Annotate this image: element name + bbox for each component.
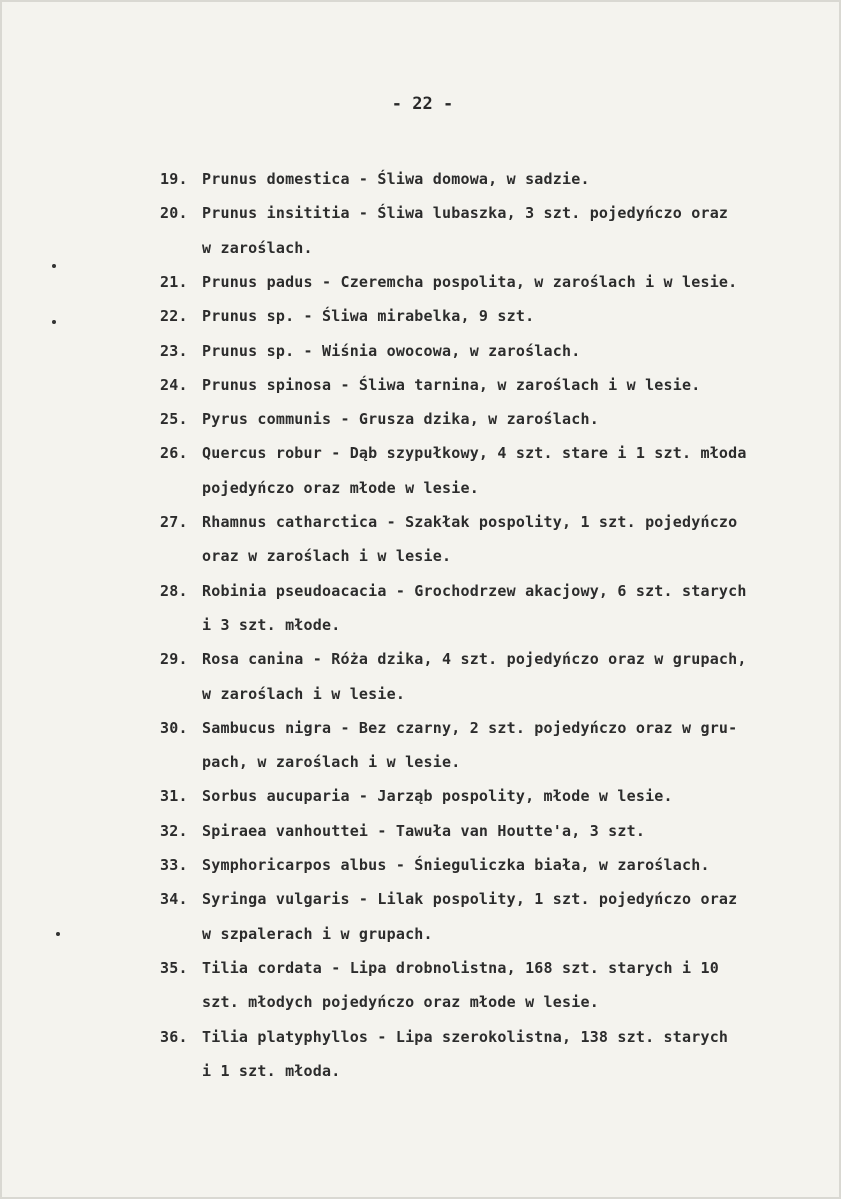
entry-number: 20. — [160, 204, 188, 222]
entry-number: 30. — [160, 719, 188, 737]
entry-number: 35. — [160, 959, 188, 977]
entry-number: 22. — [160, 307, 188, 325]
entry-continuation: w szpalerach i w grupach. — [202, 925, 433, 943]
entry-text: Quercus robur - Dąb szypułkowy, 4 szt. stare i 1 szt. młoda — [202, 444, 747, 462]
margin-mark — [52, 320, 56, 324]
entry-number: 24. — [160, 376, 188, 394]
entry-text: Prunus padus - Czeremcha pospolita, w zaroślach i w lesie. — [202, 273, 738, 291]
entry-text: Symphoricarpos albus - Śnieguliczka biała, w zaroślach. — [202, 856, 710, 874]
entry-text: Prunus domestica - Śliwa domowa, w sadzie. — [202, 170, 590, 188]
entry-text: Prunus sp. - Śliwa mirabelka, 9 szt. — [202, 307, 535, 325]
entry-number: 31. — [160, 787, 188, 805]
entry-continuation: i 3 szt. młode. — [202, 616, 341, 634]
entry-text: Syringa vulgaris - Lilak pospolity, 1 szt. pojedyńczo oraz — [202, 890, 738, 908]
entry-number: 19. — [160, 170, 188, 188]
entry-text: Prunus spinosa - Śliwa tarnina, w zaroślach i w lesie. — [202, 376, 701, 394]
entry-continuation: i 1 szt. młoda. — [202, 1062, 341, 1080]
entry-continuation: pach, w zaroślach i w lesie. — [202, 753, 461, 771]
entry-number: 36. — [160, 1028, 188, 1046]
entry-text: Sorbus aucuparia - Jarząb pospolity, młode w lesie. — [202, 787, 673, 805]
entry-number: 23. — [160, 342, 188, 360]
entry-text: Spiraea vanhouttei - Tawuła van Houtte'a, 3 szt. — [202, 822, 646, 840]
entry-text: Rhamnus catharctica - Szakłak pospolity, 1 szt. pojedyńczo — [202, 513, 738, 531]
entry-number: 25. — [160, 410, 188, 428]
entry-continuation: w zaroślach i w lesie. — [202, 685, 406, 703]
entry-continuation: szt. młodych pojedyńczo oraz młode w lesie. — [202, 993, 599, 1011]
margin-mark — [52, 264, 56, 268]
entry-text: Tilia platyphyllos - Lipa szerokolistna, 138 szt. starych — [202, 1028, 729, 1046]
entry-number: 34. — [160, 890, 188, 908]
entry-text: Pyrus communis - Grusza dzika, w zaroślach. — [202, 410, 599, 428]
entry-number: 26. — [160, 444, 188, 462]
entry-text: Prunus sp. - Wiśnia owocowa, w zaroślach. — [202, 342, 581, 360]
entry-text: Tilia cordata - Lipa drobnolistna, 168 szt. starych i 10 — [202, 959, 719, 977]
page-number: - 22 - — [391, 94, 454, 114]
entry-number: 32. — [160, 822, 188, 840]
entry-text: Rosa canina - Róża dzika, 4 szt. pojedyńczo oraz w grupach, — [202, 650, 747, 668]
entry-continuation: oraz w zaroślach i w lesie. — [202, 547, 452, 565]
entry-continuation: pojedyńczo oraz młode w lesie. — [202, 479, 479, 497]
entry-text: Sambucus nigra - Bez czarny, 2 szt. pojedyńczo oraz w gru- — [202, 719, 738, 737]
entry-number: 21. — [160, 273, 188, 291]
entry-number: 29. — [160, 650, 188, 668]
entry-text: Prunus insititia - Śliwa lubaszka, 3 szt. pojedyńczo oraz — [202, 204, 729, 222]
entry-text: Robinia pseudoacacia - Grochodrzew akacjowy, 6 szt. starych — [202, 582, 747, 600]
entry-number: 33. — [160, 856, 188, 874]
entry-continuation: w zaroślach. — [202, 239, 313, 257]
entry-number: 28. — [160, 582, 188, 600]
margin-mark — [56, 932, 60, 936]
entry-number: 27. — [160, 513, 188, 531]
